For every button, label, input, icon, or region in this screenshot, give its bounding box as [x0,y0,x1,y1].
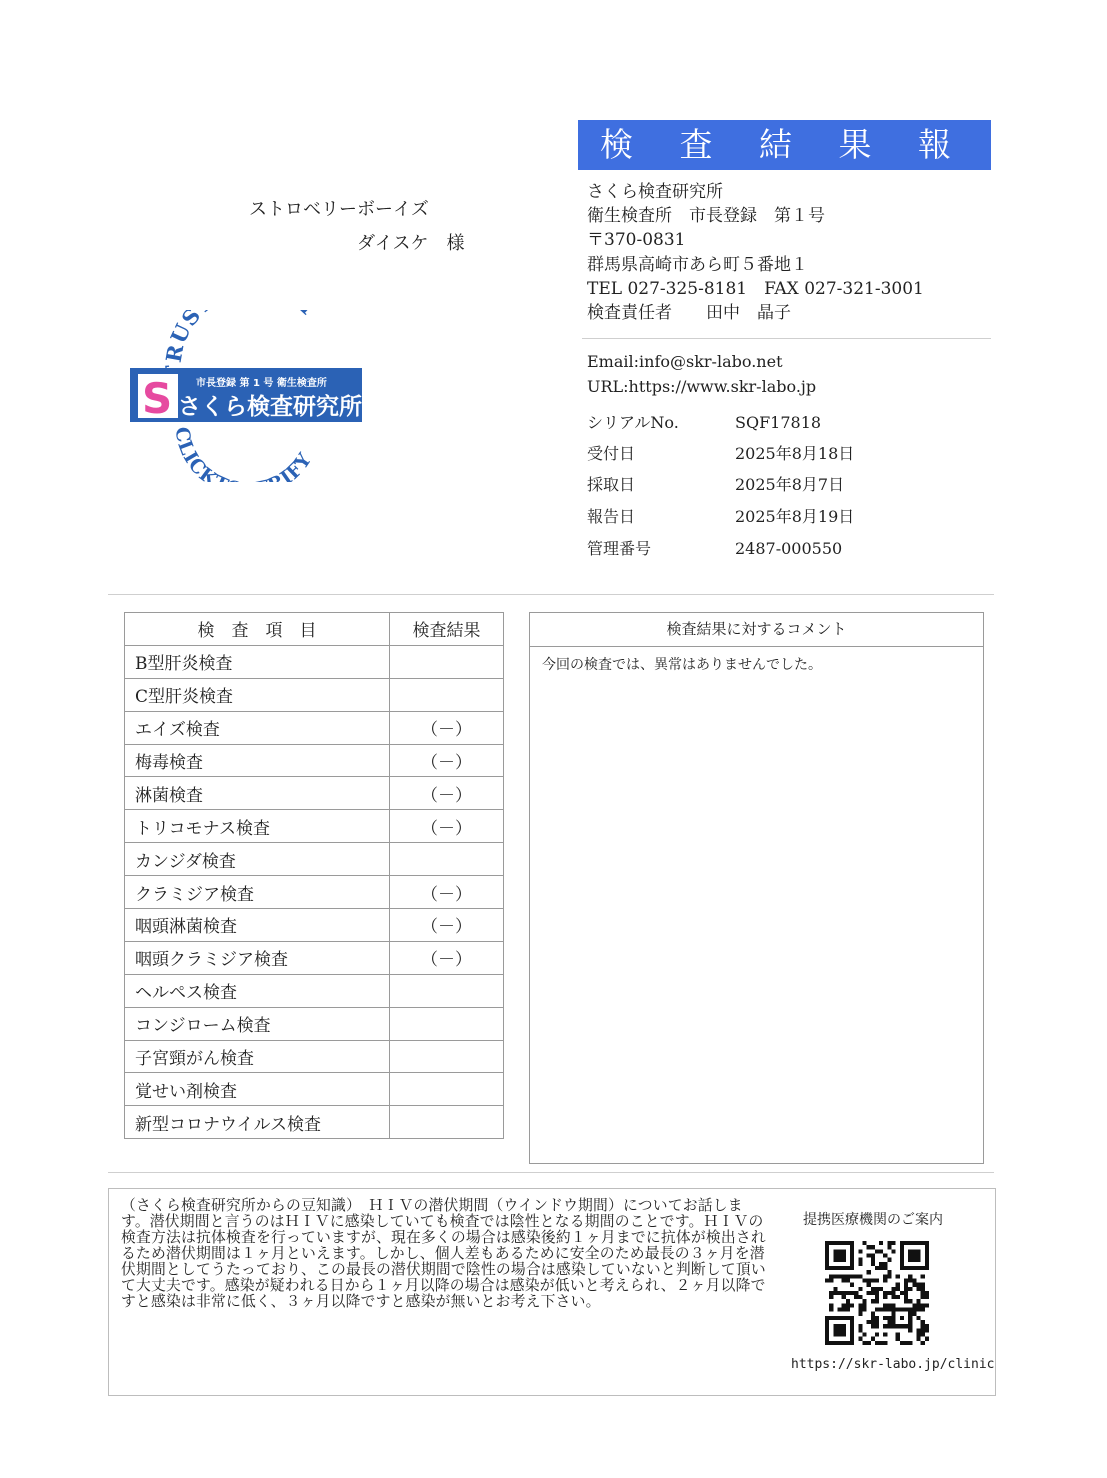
test-result: （－） [390,909,504,942]
table-row [125,777,504,810]
column-header-result: 検査結果 [390,613,504,646]
meta-row [587,536,842,559]
lab-postal-code: 〒370-0831 [587,230,686,251]
test-result [390,1073,504,1106]
comment-header: 検査結果に対するコメント [530,613,983,647]
meta-row [587,472,844,495]
addressee-name: ダイスケ 様 [357,233,465,254]
meta-value: 2025年8月7日 [735,475,845,494]
lab-email[interactable]: Email:info@skr-labo.net [587,352,783,371]
test-result [390,1040,504,1073]
test-result: （－） [390,744,504,777]
divider [108,594,994,595]
test-result: （－） [390,810,504,843]
lab-address: 群馬県高崎市あら町５番地１ [587,254,808,275]
test-result: （－） [390,777,504,810]
report-title: 検 査 結 果 報 告 書 [578,120,991,170]
test-result [390,678,504,711]
lab-url[interactable]: URL:https://www.skr-labo.jp [587,376,817,396]
test-item: コンジローム検査 [125,1007,390,1040]
meta-row [587,504,854,527]
table-row [125,1007,504,1040]
meta-label: 報告日 [587,507,636,526]
test-item: 新型コロナウイルス検査 [125,1106,390,1139]
test-item: カンジダ検査 [125,843,390,876]
test-item: 梅毒検査 [125,744,390,777]
test-result: （－） [390,711,504,744]
test-result [390,843,504,876]
svg-text:S: S [142,374,173,423]
meta-row [587,441,854,464]
meta-row [587,410,821,433]
test-item: ヘルペス検査 [125,974,390,1007]
lab-responsible-person: 検査責任者 田中 晶子 [587,303,791,324]
tips-text: （さくら検査研究所からの豆知識） ＨＩＶの潜伏期間（ウインドウ期間）についてお話します。潜伏期間と言うのはＨＩＶに感染していても検査では陰性となる期間のことです。ＨＩＶの検査方法は抗体検査を行っていますが、現在多くの場合は感染後約１ヶ月までに抗体が検出されるため潜伏期間は１ヶ月といえます。しかし、個人差もあるために安全のため最長の３ヶ月を潜伏期間としてうたっており、この最長の潜伏期間で陰性の場合は感染していないと判断して頂いて大丈夫です。感染が疑われる日から１ヶ月以降の場合は感染が低いと考えられ、２ヶ月以降ですと感染は非常に低く、３ヶ月以降ですと感染が無いとお考え下さい。 [121,1197,766,1310]
table-row [125,974,504,1007]
test-item: トリコモナス検査 [125,810,390,843]
test-item: クラミジア検査 [125,876,390,909]
seal-lab-name: さくら検査研究所 [178,394,362,420]
table-row [125,1106,504,1139]
test-item: 咽頭クラミジア検査 [125,941,390,974]
lab-info [587,180,924,325]
seal-bottom-text: CLICK IFY [170,425,317,482]
table-row [125,941,504,974]
column-header-item: 検 査 項 目 [125,613,390,646]
test-item: B型肝炎検査 [125,645,390,678]
test-item: 子宮頸がん検査 [125,1040,390,1073]
table-row [125,1040,504,1073]
table-row [125,843,504,876]
divider [108,1172,994,1173]
seal-graphic [130,310,362,482]
meta-label: 管理番号 [587,539,652,558]
table-row [125,909,504,942]
test-result [390,1106,504,1139]
table-row [125,810,504,843]
table-row [125,645,504,678]
info-box [108,1188,996,1396]
test-result [390,974,504,1007]
lab-tel-fax: TEL 027-325-8181 FAX 027-321-3001 [587,278,924,299]
meta-label: シリアルNo. [587,413,679,432]
addressee-organization: ストロベリーボーイズ [249,199,429,220]
meta-label: 受付日 [587,444,636,463]
test-result: （－） [390,941,504,974]
seal-top-text: RUS [160,310,206,365]
test-result: （－） [390,876,504,909]
qr-code-icon[interactable] [825,1241,929,1345]
comment-box [529,612,984,1164]
results-table [124,612,504,1139]
meta-value: SQF17818 [735,413,822,432]
lab-registration: 衛生検査所 市長登録 第１号 [587,206,825,227]
table-row [125,744,504,777]
comment-text: 今回の検査では、異常はありませんでした。 [542,657,822,673]
table-header-row [125,613,504,646]
meta-label: 採取日 [587,475,636,494]
test-result [390,645,504,678]
lab-name: さくら検査研究所 [587,182,723,202]
table-row [125,678,504,711]
lab-contact [587,350,816,399]
table-row [125,876,504,909]
test-item: 咽頭淋菌検査 [125,909,390,942]
test-item: 覚せい剤検査 [125,1073,390,1106]
table-row [125,1073,504,1106]
test-item: エイズ検査 [125,711,390,744]
test-item: 淋菌検査 [125,777,390,810]
test-result [390,1007,504,1040]
test-item: C型肝炎検査 [125,678,390,711]
meta-value: 2025年8月18日 [735,444,855,463]
meta-value: 2025年8月19日 [735,507,855,526]
partner-clinic-url[interactable]: https://skr-labo.jp/clinic [791,1357,995,1372]
seal-registration-text: 市長登録 第 1 号 衛生検査所 [196,378,327,389]
table-row [125,711,504,744]
partner-clinic-label: 提携医療機関のご案内 [803,1212,943,1228]
verification-seal[interactable] [130,310,362,482]
meta-value: 2487-000550 [735,539,843,558]
divider [582,338,991,339]
